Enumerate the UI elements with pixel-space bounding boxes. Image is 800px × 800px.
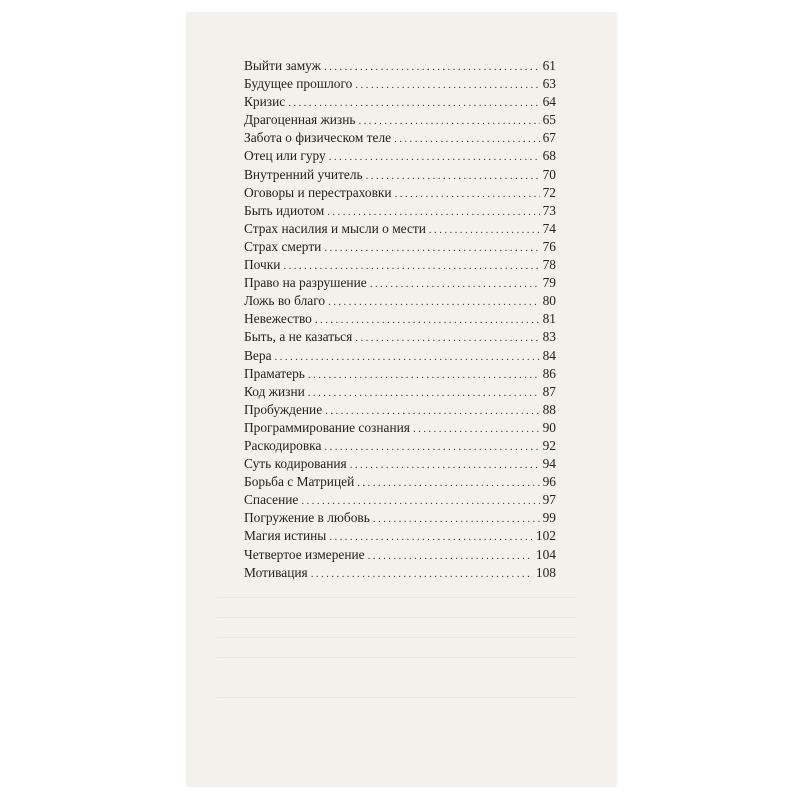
toc-entry-page-number: 108	[535, 564, 556, 580]
toc-entry-title: Пробуждение	[244, 401, 323, 417]
toc-entry-page-number: 74	[542, 220, 556, 236]
toc-entry-page-number: 81	[542, 311, 556, 327]
dot-leader	[283, 257, 539, 275]
toc-entry	[244, 166, 556, 184]
toc-entry	[244, 184, 556, 202]
toc-entry-page-number: 87	[542, 383, 556, 399]
toc-entry-title: Быть, а не казаться	[244, 329, 353, 345]
dot-leader	[373, 510, 540, 528]
toc-entry	[244, 365, 556, 383]
toc-entry-page-number: 102	[535, 528, 556, 544]
dot-leader	[394, 130, 540, 148]
toc-entry	[244, 202, 556, 220]
dot-leader	[308, 366, 540, 384]
toc-entry-page-number: 86	[542, 365, 556, 381]
dot-leader	[329, 528, 533, 546]
toc-entry-page-number: 68	[542, 148, 556, 164]
toc-entry-title: Четвертое измерение	[244, 546, 365, 562]
toc-entry	[244, 419, 556, 437]
toc-entry-page-number: 104	[535, 546, 556, 562]
toc-entry	[244, 274, 556, 292]
toc-entry-title: Погружение в любовь	[244, 510, 370, 526]
dot-leader	[395, 185, 540, 203]
toc-entry-page-number: 61	[542, 58, 556, 73]
toc-entry	[244, 546, 556, 564]
dot-leader	[308, 384, 540, 402]
toc-entry-page-number: 88	[542, 401, 556, 417]
toc-entry	[244, 564, 556, 582]
toc-entry-page-number: 83	[542, 329, 556, 345]
toc-entry-page-number: 78	[542, 257, 556, 273]
dot-leader	[366, 167, 540, 185]
toc-entry-page-number: 84	[542, 347, 556, 363]
book-page	[187, 13, 616, 786]
toc-entry-title: Раскодировка	[244, 437, 322, 453]
toc-entry	[244, 473, 556, 491]
toc-entry-page-number: 73	[542, 202, 556, 218]
toc-entry-title: Вера	[244, 347, 272, 363]
dot-leader	[328, 293, 540, 311]
toc-entry	[244, 437, 556, 455]
toc-entry	[244, 509, 556, 527]
toc-entry-title: Магия истины	[244, 528, 327, 544]
toc-entry-page-number: 64	[542, 94, 556, 110]
toc-entry-page-number: 79	[542, 275, 556, 291]
dot-leader	[315, 311, 540, 329]
dot-leader	[429, 221, 540, 239]
toc-entry-title: Будущее прошлого	[244, 76, 353, 92]
toc-entry	[244, 347, 556, 365]
show-through-line	[217, 637, 577, 638]
toc-entry-title: Быть идиотом	[244, 202, 325, 218]
dot-leader	[327, 203, 539, 221]
toc-entry	[244, 455, 556, 473]
dot-leader	[324, 438, 539, 456]
toc-entry-page-number: 99	[542, 510, 556, 526]
dot-leader	[413, 420, 540, 438]
toc-entry-page-number: 70	[542, 166, 556, 182]
toc-entry-page-number: 65	[542, 112, 556, 128]
toc-entry-title: Код жизни	[244, 383, 305, 399]
toc-entry-page-number: 97	[542, 492, 556, 508]
toc-entry-title: Почки	[244, 257, 281, 273]
toc-entry-title: Забота о физическом теле	[244, 130, 392, 146]
toc-entry	[244, 93, 556, 111]
toc-entry-title: Суть кодирования	[244, 456, 347, 472]
toc-entry-page-number: 94	[542, 456, 556, 472]
toc-entry	[244, 220, 556, 238]
table-of-contents	[244, 57, 556, 582]
show-through-line	[217, 697, 577, 698]
toc-entry-page-number: 72	[542, 184, 556, 200]
dot-leader	[311, 565, 533, 583]
dot-leader	[301, 492, 539, 510]
toc-entry	[244, 401, 556, 419]
toc-entry-title: Программирование сознания	[244, 419, 410, 435]
toc-entry-page-number: 90	[542, 419, 556, 435]
toc-entry-title: Спасение	[244, 492, 299, 508]
dot-leader	[370, 275, 540, 293]
show-through-line	[217, 657, 577, 658]
toc-entry	[244, 292, 556, 310]
toc-entry	[244, 147, 556, 165]
toc-entry	[244, 57, 556, 75]
toc-entry-title: Отец или гуру	[244, 148, 326, 164]
toc-entry-title: Невежество	[244, 311, 312, 327]
toc-entry-page-number: 63	[542, 76, 556, 92]
toc-entry	[244, 256, 556, 274]
dot-leader	[324, 58, 540, 76]
show-through-line	[217, 597, 577, 598]
toc-entry-title: Праматерь	[244, 365, 305, 381]
toc-entry-title: Оговоры и перестраховки	[244, 184, 392, 200]
toc-entry	[244, 310, 556, 328]
dot-leader	[275, 348, 540, 366]
toc-entry-page-number: 67	[542, 130, 556, 146]
toc-entry-title: Ложь во благо	[244, 293, 326, 309]
toc-entry	[244, 75, 556, 93]
toc-entry-title: Внутренний учитель	[244, 166, 363, 182]
toc-entry-page-number: 92	[542, 437, 556, 453]
toc-entry-title: Страх насилия и мысли о мести	[244, 220, 426, 236]
toc-entry-page-number: 80	[542, 293, 556, 309]
toc-entry-title: Борьба с Матрицей	[244, 474, 355, 490]
dot-leader	[355, 329, 539, 347]
dot-leader	[359, 112, 540, 130]
toc-entry-title: Драгоценная жизнь	[244, 112, 356, 128]
dot-leader	[324, 239, 539, 257]
toc-entry	[244, 328, 556, 346]
dot-leader	[329, 148, 540, 166]
toc-entry	[244, 129, 556, 147]
toc-entry	[244, 527, 556, 545]
toc-entry	[244, 238, 556, 256]
toc-entry-page-number: 96	[542, 474, 556, 490]
toc-entry-title: Мотивация	[244, 564, 308, 580]
toc-entry	[244, 383, 556, 401]
dot-leader	[357, 474, 539, 492]
toc-entry	[244, 491, 556, 509]
toc-entry-page-number: 76	[542, 238, 556, 254]
dot-leader	[350, 456, 540, 474]
toc-entry	[244, 111, 556, 129]
toc-entry-title: Кризис	[244, 94, 286, 110]
toc-entry-title: Выйти замуж	[244, 58, 321, 73]
dot-leader	[368, 547, 533, 565]
show-through-line	[217, 617, 577, 618]
toc-entry-title: Право на разрушение	[244, 275, 367, 291]
dot-leader	[288, 94, 539, 112]
toc-entry-title: Страх смерти	[244, 238, 322, 254]
dot-leader	[355, 76, 539, 94]
dot-leader	[325, 402, 539, 420]
